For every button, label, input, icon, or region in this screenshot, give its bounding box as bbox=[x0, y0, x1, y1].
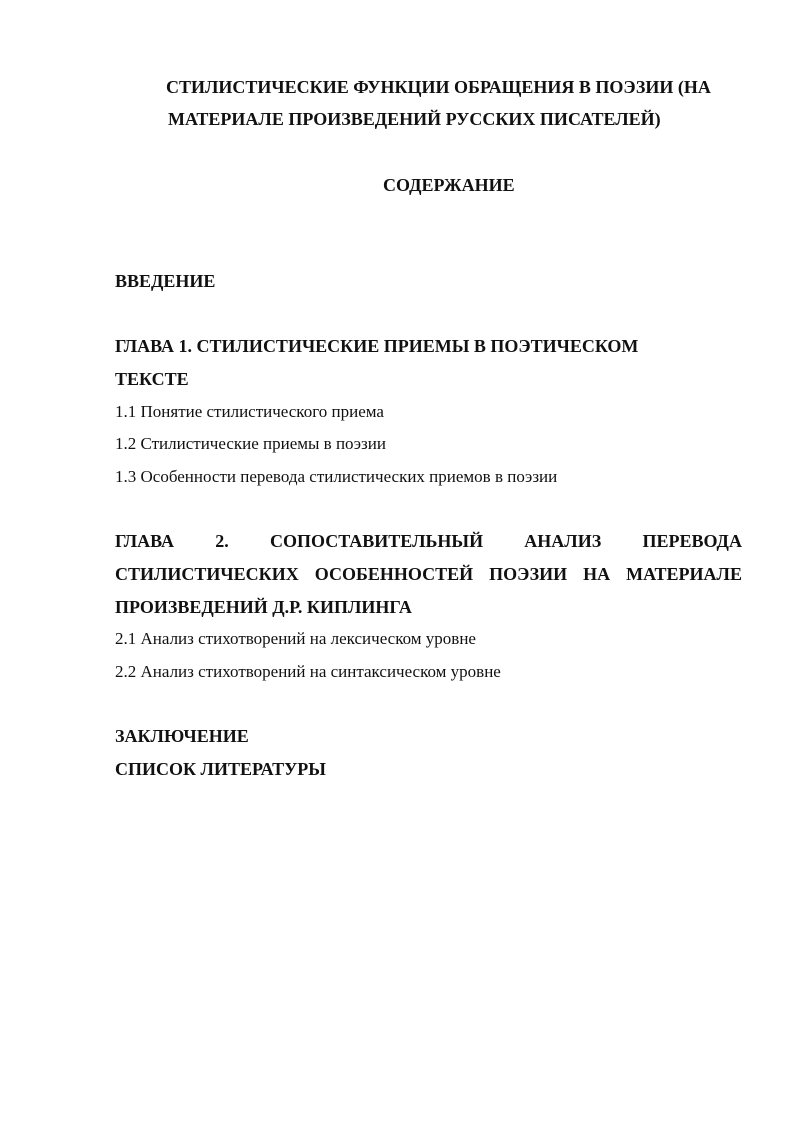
toc-chapter2-word: ОСОБЕННОСТЕЙ bbox=[314, 564, 474, 584]
toc-chapter2-word: СОПОСТАВИТЕЛЬНЫЙ bbox=[269, 531, 484, 551]
toc-conclusion: ЗАКЛЮЧЕНИЕ bbox=[115, 726, 249, 746]
toc-item-2-1: 2.1 Анализ стихотворений на лексическом уровне bbox=[115, 629, 476, 648]
toc-chapter2-word: ПОЭЗИИ bbox=[489, 564, 568, 584]
toc-chapter2-title-line-3: ПРОИЗВЕДЕНИЙ Д.Р. КИПЛИНГА bbox=[115, 597, 412, 617]
toc-chapter2-word: 2. bbox=[215, 531, 229, 551]
toc-chapter1-title-line-2: ТЕКСТЕ bbox=[115, 369, 189, 389]
toc-item-1-2: 1.2 Стилистические приемы в поэзии bbox=[115, 434, 386, 453]
toc-chapter1-title-line-1: ГЛАВА 1. СТИЛИСТИЧЕСКИЕ ПРИЕМЫ В ПОЭТИЧЕСКОМ bbox=[115, 336, 639, 356]
toc-chapter2-word: АНАЛИЗ bbox=[524, 531, 602, 551]
toc-chapter2-word: МАТЕРИАЛЕ bbox=[626, 564, 742, 584]
document-title-line-2: МАТЕРИАЛЕ ПРОИЗВЕДЕНИЙ РУССКИХ ПИСАТЕЛЕЙ) bbox=[168, 109, 661, 129]
toc-item-1-1: 1.1 Понятие стилистического приема bbox=[115, 402, 384, 421]
toc-chapter2-title-line-1 bbox=[115, 531, 742, 552]
toc-item-2-2: 2.2 Анализ стихотворений на синтаксическом уровне bbox=[115, 662, 501, 681]
toc-chapter2-word: СТИЛИСТИЧЕСКИХ bbox=[115, 564, 299, 584]
toc-bibliography: СПИСОК ЛИТЕРАТУРЫ bbox=[115, 759, 326, 779]
contents-heading: СОДЕРЖАНИЕ bbox=[383, 175, 515, 195]
toc-chapter2-word: НА bbox=[583, 564, 611, 584]
toc-chapter2-word: ГЛАВА bbox=[115, 531, 175, 551]
toc-introduction: ВВЕДЕНИЕ bbox=[115, 271, 216, 291]
toc-chapter2-title-line-2 bbox=[115, 564, 742, 585]
document-title-line-1: СТИЛИСТИЧЕСКИЕ ФУНКЦИИ ОБРАЩЕНИЯ В ПОЭЗИИ (НА bbox=[166, 77, 711, 97]
toc-item-1-3: 1.3 Особенности перевода стилистических приемов в поэзии bbox=[115, 467, 558, 486]
toc-chapter2-word: ПЕРЕВОДА bbox=[642, 531, 742, 551]
